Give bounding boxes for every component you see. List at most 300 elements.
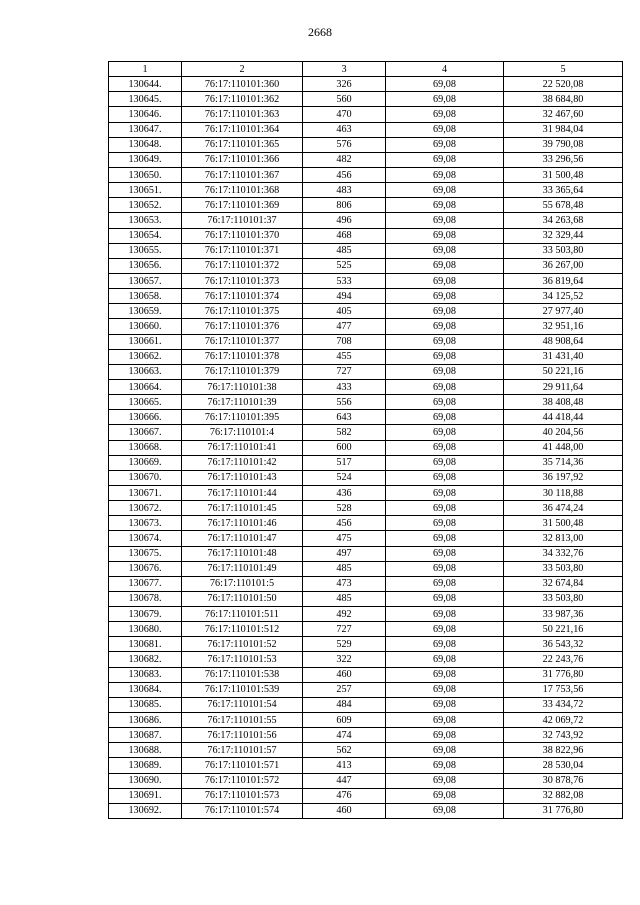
area-cell: 494 xyxy=(303,289,386,304)
cadastral-number-cell: 76:17:110101:56 xyxy=(182,728,303,743)
row-number-cell: 130678. xyxy=(109,591,182,606)
table-row xyxy=(109,243,623,258)
rate-cell: 69,08 xyxy=(386,485,504,500)
area-cell: 562 xyxy=(303,743,386,758)
cadastral-number-cell: 76:17:110101:4 xyxy=(182,425,303,440)
column-header-5: 5 xyxy=(504,62,623,77)
cadastral-number-cell: 76:17:110101:57 xyxy=(182,743,303,758)
table-row xyxy=(109,258,623,273)
amount-cell: 32 743,92 xyxy=(504,728,623,743)
table-row xyxy=(109,304,623,319)
row-number-cell: 130647. xyxy=(109,122,182,137)
row-number-cell: 130653. xyxy=(109,213,182,228)
cadastral-number-cell: 76:17:110101:395 xyxy=(182,410,303,425)
table-row xyxy=(109,607,623,622)
table-row xyxy=(109,652,623,667)
cadastral-number-cell: 76:17:110101:367 xyxy=(182,167,303,182)
rate-cell: 69,08 xyxy=(386,77,504,92)
rate-cell: 69,08 xyxy=(386,349,504,364)
rate-cell: 69,08 xyxy=(386,773,504,788)
cadastral-number-cell: 76:17:110101:539 xyxy=(182,682,303,697)
rate-cell: 69,08 xyxy=(386,501,504,516)
cadastral-number-cell: 76:17:110101:374 xyxy=(182,289,303,304)
cadastral-number-cell: 76:17:110101:360 xyxy=(182,77,303,92)
rate-cell: 69,08 xyxy=(386,152,504,167)
area-cell: 477 xyxy=(303,319,386,334)
area-cell: 436 xyxy=(303,485,386,500)
row-number-cell: 130689. xyxy=(109,758,182,773)
row-number-cell: 130671. xyxy=(109,485,182,500)
rate-cell: 69,08 xyxy=(386,213,504,228)
amount-cell: 35 714,36 xyxy=(504,455,623,470)
amount-cell: 33 987,36 xyxy=(504,607,623,622)
table-row xyxy=(109,334,623,349)
cadastral-number-cell: 76:17:110101:511 xyxy=(182,607,303,622)
rate-cell: 69,08 xyxy=(386,470,504,485)
table-row xyxy=(109,501,623,516)
cadastral-number-cell: 76:17:110101:45 xyxy=(182,501,303,516)
table-row xyxy=(109,667,623,682)
area-cell: 473 xyxy=(303,576,386,591)
row-number-cell: 130664. xyxy=(109,379,182,394)
amount-cell: 36 474,24 xyxy=(504,501,623,516)
row-number-cell: 130686. xyxy=(109,713,182,728)
row-number-cell: 130677. xyxy=(109,576,182,591)
table-row xyxy=(109,122,623,137)
amount-cell: 36 267,00 xyxy=(504,258,623,273)
amount-cell: 48 908,64 xyxy=(504,334,623,349)
cadastral-number-cell: 76:17:110101:39 xyxy=(182,395,303,410)
area-cell: 528 xyxy=(303,501,386,516)
area-cell: 483 xyxy=(303,183,386,198)
cadastral-number-cell: 76:17:110101:574 xyxy=(182,803,303,818)
row-number-cell: 130683. xyxy=(109,667,182,682)
area-cell: 492 xyxy=(303,607,386,622)
row-number-cell: 130661. xyxy=(109,334,182,349)
amount-cell: 33 503,80 xyxy=(504,243,623,258)
rate-cell: 69,08 xyxy=(386,758,504,773)
rate-cell: 69,08 xyxy=(386,289,504,304)
area-cell: 326 xyxy=(303,77,386,92)
cadastral-number-cell: 76:17:110101:52 xyxy=(182,637,303,652)
cadastral-number-cell: 76:17:110101:375 xyxy=(182,304,303,319)
rate-cell: 69,08 xyxy=(386,667,504,682)
rate-cell: 69,08 xyxy=(386,728,504,743)
table-row xyxy=(109,637,623,652)
amount-cell: 30 878,76 xyxy=(504,773,623,788)
area-cell: 496 xyxy=(303,213,386,228)
area-cell: 470 xyxy=(303,107,386,122)
row-number-cell: 130691. xyxy=(109,788,182,803)
cadastral-number-cell: 76:17:110101:50 xyxy=(182,591,303,606)
cadastral-number-cell: 76:17:110101:41 xyxy=(182,440,303,455)
table-row xyxy=(109,425,623,440)
area-cell: 582 xyxy=(303,425,386,440)
cadastral-number-cell: 76:17:110101:378 xyxy=(182,349,303,364)
table-row xyxy=(109,183,623,198)
rate-cell: 69,08 xyxy=(386,803,504,818)
cadastral-number-cell: 76:17:110101:376 xyxy=(182,319,303,334)
rate-cell: 69,08 xyxy=(386,622,504,637)
rate-cell: 69,08 xyxy=(386,167,504,182)
row-number-cell: 130660. xyxy=(109,319,182,334)
amount-cell: 32 467,60 xyxy=(504,107,623,122)
row-number-cell: 130654. xyxy=(109,228,182,243)
row-number-cell: 130690. xyxy=(109,773,182,788)
cadastral-number-cell: 76:17:110101:373 xyxy=(182,273,303,288)
area-cell: 476 xyxy=(303,788,386,803)
rate-cell: 69,08 xyxy=(386,243,504,258)
amount-cell: 32 329,44 xyxy=(504,228,623,243)
cadastral-number-cell: 76:17:110101:365 xyxy=(182,137,303,152)
row-number-cell: 130682. xyxy=(109,652,182,667)
table-body xyxy=(109,77,623,819)
area-cell: 482 xyxy=(303,152,386,167)
cadastral-number-cell: 76:17:110101:49 xyxy=(182,561,303,576)
table-row xyxy=(109,728,623,743)
rate-cell: 69,08 xyxy=(386,516,504,531)
table-row xyxy=(109,137,623,152)
table-row xyxy=(109,349,623,364)
area-cell: 727 xyxy=(303,622,386,637)
table-row xyxy=(109,485,623,500)
row-number-cell: 130650. xyxy=(109,167,182,182)
table-row xyxy=(109,198,623,213)
cadastral-number-cell: 76:17:110101:370 xyxy=(182,228,303,243)
row-number-cell: 130687. xyxy=(109,728,182,743)
table-row xyxy=(109,713,623,728)
row-number-cell: 130646. xyxy=(109,107,182,122)
row-number-cell: 130669. xyxy=(109,455,182,470)
row-number-cell: 130685. xyxy=(109,697,182,712)
rate-cell: 69,08 xyxy=(386,319,504,334)
table-row xyxy=(109,470,623,485)
area-cell: 474 xyxy=(303,728,386,743)
table-row xyxy=(109,803,623,818)
rate-cell: 69,08 xyxy=(386,682,504,697)
cadastral-number-cell: 76:17:110101:368 xyxy=(182,183,303,198)
cadastral-number-cell: 76:17:110101:366 xyxy=(182,152,303,167)
area-cell: 517 xyxy=(303,455,386,470)
rate-cell: 69,08 xyxy=(386,304,504,319)
rate-cell: 69,08 xyxy=(386,788,504,803)
table-header-row xyxy=(109,62,623,77)
table-row xyxy=(109,546,623,561)
area-cell: 475 xyxy=(303,531,386,546)
rate-cell: 69,08 xyxy=(386,273,504,288)
cadastral-number-cell: 76:17:110101:377 xyxy=(182,334,303,349)
table-row xyxy=(109,319,623,334)
area-cell: 524 xyxy=(303,470,386,485)
row-number-cell: 130644. xyxy=(109,77,182,92)
amount-cell: 34 263,68 xyxy=(504,213,623,228)
rate-cell: 69,08 xyxy=(386,561,504,576)
cadastral-number-cell: 76:17:110101:48 xyxy=(182,546,303,561)
table-row xyxy=(109,364,623,379)
rate-cell: 69,08 xyxy=(386,591,504,606)
amount-cell: 32 674,84 xyxy=(504,576,623,591)
amount-cell: 42 069,72 xyxy=(504,713,623,728)
row-number-cell: 130675. xyxy=(109,546,182,561)
cadastral-number-cell: 76:17:110101:53 xyxy=(182,652,303,667)
data-table xyxy=(108,61,623,819)
amount-cell: 33 296,56 xyxy=(504,152,623,167)
row-number-cell: 130655. xyxy=(109,243,182,258)
amount-cell: 38 684,80 xyxy=(504,92,623,107)
amount-cell: 31 500,48 xyxy=(504,516,623,531)
cadastral-number-cell: 76:17:110101:47 xyxy=(182,531,303,546)
table-row xyxy=(109,273,623,288)
row-number-cell: 130673. xyxy=(109,516,182,531)
row-number-cell: 130680. xyxy=(109,622,182,637)
table-row xyxy=(109,379,623,394)
amount-cell: 30 118,88 xyxy=(504,485,623,500)
area-cell: 560 xyxy=(303,92,386,107)
amount-cell: 33 365,64 xyxy=(504,183,623,198)
row-number-cell: 130681. xyxy=(109,637,182,652)
table-row xyxy=(109,561,623,576)
rate-cell: 69,08 xyxy=(386,531,504,546)
row-number-cell: 130668. xyxy=(109,440,182,455)
rate-cell: 69,08 xyxy=(386,334,504,349)
amount-cell: 33 434,72 xyxy=(504,697,623,712)
amount-cell: 31 500,48 xyxy=(504,167,623,182)
rate-cell: 69,08 xyxy=(386,92,504,107)
table-row xyxy=(109,576,623,591)
table-row xyxy=(109,622,623,637)
cadastral-number-cell: 76:17:110101:54 xyxy=(182,697,303,712)
row-number-cell: 130662. xyxy=(109,349,182,364)
table-row xyxy=(109,228,623,243)
row-number-cell: 130679. xyxy=(109,607,182,622)
amount-cell: 38 822,96 xyxy=(504,743,623,758)
table-row xyxy=(109,697,623,712)
cadastral-number-cell: 76:17:110101:371 xyxy=(182,243,303,258)
area-cell: 456 xyxy=(303,516,386,531)
amount-cell: 39 790,08 xyxy=(504,137,623,152)
rate-cell: 69,08 xyxy=(386,183,504,198)
area-cell: 525 xyxy=(303,258,386,273)
amount-cell: 17 753,56 xyxy=(504,682,623,697)
table-row xyxy=(109,788,623,803)
cadastral-number-cell: 76:17:110101:38 xyxy=(182,379,303,394)
rate-cell: 69,08 xyxy=(386,364,504,379)
area-cell: 609 xyxy=(303,713,386,728)
rate-cell: 69,08 xyxy=(386,652,504,667)
rate-cell: 69,08 xyxy=(386,198,504,213)
rate-cell: 69,08 xyxy=(386,576,504,591)
rate-cell: 69,08 xyxy=(386,743,504,758)
amount-cell: 33 503,80 xyxy=(504,591,623,606)
amount-cell: 33 503,80 xyxy=(504,561,623,576)
area-cell: 576 xyxy=(303,137,386,152)
amount-cell: 38 408,48 xyxy=(504,395,623,410)
area-cell: 257 xyxy=(303,682,386,697)
amount-cell: 36 819,64 xyxy=(504,273,623,288)
row-number-cell: 130649. xyxy=(109,152,182,167)
rate-cell: 69,08 xyxy=(386,258,504,273)
table-row xyxy=(109,152,623,167)
rate-cell: 69,08 xyxy=(386,455,504,470)
row-number-cell: 130667. xyxy=(109,425,182,440)
table-row xyxy=(109,743,623,758)
area-cell: 433 xyxy=(303,379,386,394)
amount-cell: 55 678,48 xyxy=(504,198,623,213)
cadastral-number-cell: 76:17:110101:37 xyxy=(182,213,303,228)
rate-cell: 69,08 xyxy=(386,425,504,440)
area-cell: 484 xyxy=(303,697,386,712)
amount-cell: 27 977,40 xyxy=(504,304,623,319)
rate-cell: 69,08 xyxy=(386,440,504,455)
area-cell: 456 xyxy=(303,167,386,182)
amount-cell: 36 543,32 xyxy=(504,637,623,652)
area-cell: 460 xyxy=(303,667,386,682)
cadastral-number-cell: 76:17:110101:5 xyxy=(182,576,303,591)
cadastral-number-cell: 76:17:110101:538 xyxy=(182,667,303,682)
area-cell: 529 xyxy=(303,637,386,652)
amount-cell: 22 520,08 xyxy=(504,77,623,92)
cadastral-number-cell: 76:17:110101:364 xyxy=(182,122,303,137)
amount-cell: 29 911,64 xyxy=(504,379,623,394)
row-number-cell: 130665. xyxy=(109,395,182,410)
table-row xyxy=(109,531,623,546)
rate-cell: 69,08 xyxy=(386,122,504,137)
column-header-3: 3 xyxy=(303,62,386,77)
row-number-cell: 130652. xyxy=(109,198,182,213)
table-row xyxy=(109,395,623,410)
amount-cell: 50 221,16 xyxy=(504,622,623,637)
row-number-cell: 130657. xyxy=(109,273,182,288)
cadastral-number-cell: 76:17:110101:379 xyxy=(182,364,303,379)
page-number: 2668 xyxy=(308,25,332,39)
area-cell: 463 xyxy=(303,122,386,137)
row-number-cell: 130670. xyxy=(109,470,182,485)
rate-cell: 69,08 xyxy=(386,607,504,622)
table-row xyxy=(109,682,623,697)
rate-cell: 69,08 xyxy=(386,410,504,425)
cadastral-number-cell: 76:17:110101:43 xyxy=(182,470,303,485)
cadastral-number-cell: 76:17:110101:573 xyxy=(182,788,303,803)
table-row xyxy=(109,516,623,531)
cadastral-number-cell: 76:17:110101:369 xyxy=(182,198,303,213)
row-number-cell: 130672. xyxy=(109,501,182,516)
area-cell: 708 xyxy=(303,334,386,349)
rate-cell: 69,08 xyxy=(386,107,504,122)
area-cell: 413 xyxy=(303,758,386,773)
row-number-cell: 130658. xyxy=(109,289,182,304)
area-cell: 455 xyxy=(303,349,386,364)
rate-cell: 69,08 xyxy=(386,546,504,561)
table-row xyxy=(109,410,623,425)
rate-cell: 69,08 xyxy=(386,228,504,243)
rate-cell: 69,08 xyxy=(386,697,504,712)
area-cell: 447 xyxy=(303,773,386,788)
amount-cell: 31 776,80 xyxy=(504,667,623,682)
cadastral-number-cell: 76:17:110101:46 xyxy=(182,516,303,531)
area-cell: 468 xyxy=(303,228,386,243)
row-number-cell: 130666. xyxy=(109,410,182,425)
cadastral-number-cell: 76:17:110101:572 xyxy=(182,773,303,788)
rate-cell: 69,08 xyxy=(386,637,504,652)
area-cell: 485 xyxy=(303,561,386,576)
area-cell: 405 xyxy=(303,304,386,319)
area-cell: 806 xyxy=(303,198,386,213)
row-number-cell: 130692. xyxy=(109,803,182,818)
table-row xyxy=(109,440,623,455)
area-cell: 485 xyxy=(303,591,386,606)
cadastral-number-cell: 76:17:110101:363 xyxy=(182,107,303,122)
row-number-cell: 130676. xyxy=(109,561,182,576)
table-row xyxy=(109,289,623,304)
row-number-cell: 130651. xyxy=(109,183,182,198)
area-cell: 497 xyxy=(303,546,386,561)
amount-cell: 50 221,16 xyxy=(504,364,623,379)
area-cell: 727 xyxy=(303,364,386,379)
row-number-cell: 130656. xyxy=(109,258,182,273)
amount-cell: 31 776,80 xyxy=(504,803,623,818)
area-cell: 533 xyxy=(303,273,386,288)
row-number-cell: 130659. xyxy=(109,304,182,319)
table-row xyxy=(109,773,623,788)
area-cell: 485 xyxy=(303,243,386,258)
table-row xyxy=(109,92,623,107)
area-cell: 322 xyxy=(303,652,386,667)
amount-cell: 32 813,00 xyxy=(504,531,623,546)
amount-cell: 31 984,04 xyxy=(504,122,623,137)
amount-cell: 32 951,16 xyxy=(504,319,623,334)
cadastral-number-cell: 76:17:110101:512 xyxy=(182,622,303,637)
amount-cell: 28 530,04 xyxy=(504,758,623,773)
row-number-cell: 130648. xyxy=(109,137,182,152)
cadastral-number-cell: 76:17:110101:55 xyxy=(182,713,303,728)
area-cell: 556 xyxy=(303,395,386,410)
area-cell: 600 xyxy=(303,440,386,455)
row-number-cell: 130684. xyxy=(109,682,182,697)
row-number-cell: 130674. xyxy=(109,531,182,546)
cadastral-number-cell: 76:17:110101:42 xyxy=(182,455,303,470)
table-row xyxy=(109,107,623,122)
amount-cell: 34 125,52 xyxy=(504,289,623,304)
amount-cell: 32 882,08 xyxy=(504,788,623,803)
amount-cell: 44 418,44 xyxy=(504,410,623,425)
table-row xyxy=(109,455,623,470)
amount-cell: 31 431,40 xyxy=(504,349,623,364)
row-number-cell: 130663. xyxy=(109,364,182,379)
amount-cell: 36 197,92 xyxy=(504,470,623,485)
cadastral-number-cell: 76:17:110101:372 xyxy=(182,258,303,273)
cadastral-number-cell: 76:17:110101:571 xyxy=(182,758,303,773)
area-cell: 460 xyxy=(303,803,386,818)
column-header-4: 4 xyxy=(386,62,504,77)
amount-cell: 41 448,00 xyxy=(504,440,623,455)
rate-cell: 69,08 xyxy=(386,137,504,152)
cadastral-number-cell: 76:17:110101:362 xyxy=(182,92,303,107)
amount-cell: 40 204,56 xyxy=(504,425,623,440)
area-cell: 643 xyxy=(303,410,386,425)
column-header-1: 1 xyxy=(109,62,182,77)
table-row xyxy=(109,591,623,606)
amount-cell: 22 243,76 xyxy=(504,652,623,667)
table-row xyxy=(109,77,623,92)
table-row xyxy=(109,167,623,182)
amount-cell: 34 332,76 xyxy=(504,546,623,561)
rate-cell: 69,08 xyxy=(386,395,504,410)
cadastral-number-cell: 76:17:110101:44 xyxy=(182,485,303,500)
column-header-2: 2 xyxy=(182,62,303,77)
table-row xyxy=(109,758,623,773)
table-row xyxy=(109,213,623,228)
row-number-cell: 130688. xyxy=(109,743,182,758)
